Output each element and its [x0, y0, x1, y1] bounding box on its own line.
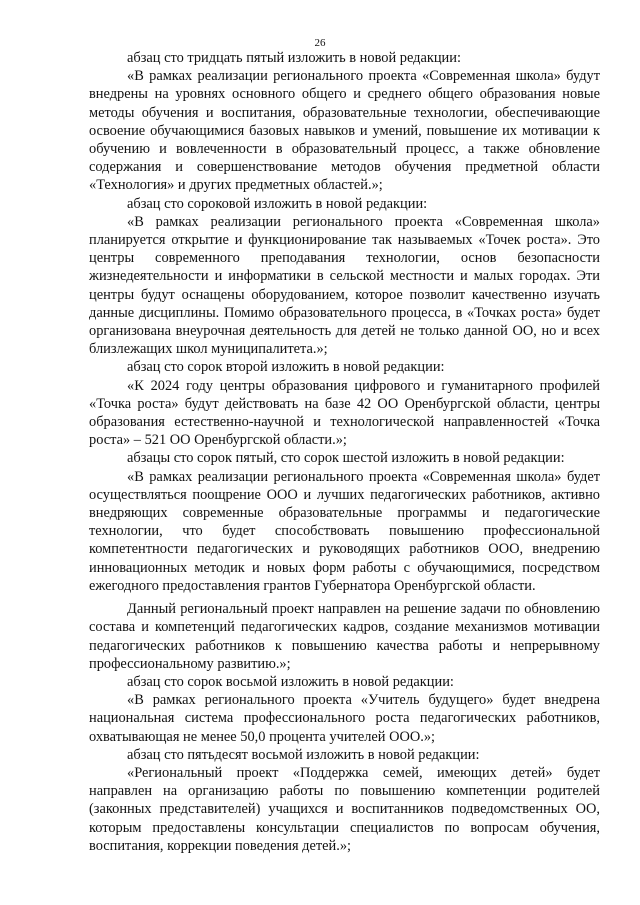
document-body [89, 49, 600, 855]
paragraph-quote-158: «Региональный проект «Поддержка семей, имеющих детей» будет направлен на организацию работы по повышению компетенции родителей (законных представителей) учащихся и воспитанников подведомственных ОО, которым предоставлены консультации специалистов по вопросам обучения, воспитания, коррекции поведения детей.»; [89, 764, 600, 854]
paragraph-amendment-158: абзац сто пятьдесят восьмой изложить в новой редакции: [127, 746, 480, 763]
paragraph-quote-145: «В рамках реализации регионального проекта «Современная школа» будет осуществляться поощрение ООО и лучших педагогических работников, активно внедряющих современные образовательные программы и педагогические технологии, что будет способствовать повышению профессиональной компетентности педагогических и руководящих работников ООО, внедрению инновационных методик и новых форм работы с обучающимися, посредством ежегодного предоставления грантов Губернатора Оренбургской области. [89, 468, 600, 594]
paragraph-amendment-148: абзац сто сорок восьмой изложить в новой редакции: [127, 673, 454, 690]
paragraph-amendment-145-146: абзацы сто сорок пятый, сто сорок шестой изложить в новой редакции: [127, 450, 565, 467]
paragraph-amendment-142: абзац сто сорок второй изложить в новой редакции: [127, 359, 445, 376]
paragraph-quote-135: «В рамках реализации регионального проекта «Современная школа» будут внедрены на уровнях основного общего и среднего общего образования новые методы обучения и воспитания, образовательные технологии, обеспечивающие освоение обучающимися базовых навыков и умений, повышение их мотивации к обучению и вовлеченности в образовательный процесс, а также обновление содержания и совершенствование методов обучения предметной области «Технология» и других предметных областей.»; [89, 68, 600, 194]
paragraph-amendment-140: абзац сто сороковой изложить в новой редакции: [127, 195, 428, 212]
paragraph-quote-142: «К 2024 году центры образования цифрового и гуманитарного профилей «Точка роста» будут действовать на базе 42 ОО Оренбургской области, центры образования естественно-научной и технологической направленностей «Точка роста» – 521 ОО Оренбургской области.»; [89, 377, 600, 449]
paragraph-quote-140: «В рамках реализации регионального проекта «Современная школа» планируется открытие и функционирование так называемых «Точек роста». Это центры современного преподавания технологии, основ безопасности жизнедеятельности и информатики в сельской местности и малых городах. Эти центры будут оснащены оборудованием, которое позволит качественно изучать данные дисциплины. Помимо образовательного процесса, в «Точках роста» будет организована внеурочная деятельность для детей не только данной ОО, но и всех близлежащих школ муниципалитета.»; [89, 213, 600, 358]
paragraph-quote-148: «В рамках регионального проекта «Учитель будущего» будет внедрена национальная система профессионального роста педагогических работников, охватывающая не менее 50,0 процента учителей ООО.»; [89, 692, 600, 745]
page-number: 26 [314, 37, 326, 49]
paragraph-quote-146: Данный региональный проект направлен на решение задачи по обновлению состава и компетенций педагогических кадров, создание механизмов мотивации педагогических работников к повышению качества работы и непрерывному профессиональному развитию.»; [89, 601, 600, 672]
paragraph-amendment-135: абзац сто тридцать пятый изложить в новой редакции: [127, 50, 461, 66]
